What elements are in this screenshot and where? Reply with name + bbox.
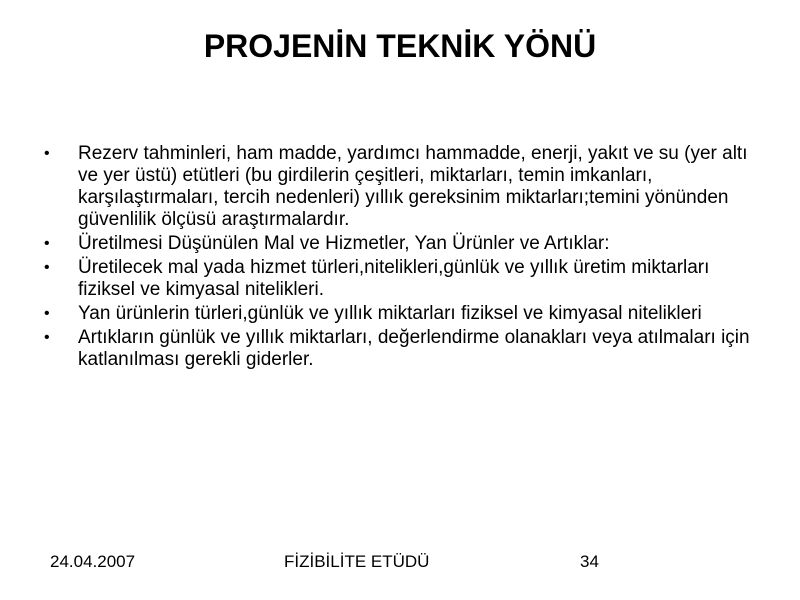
bullet-item-1 — [40, 143, 760, 231]
bullet-icon: • — [44, 259, 50, 276]
bullet-item-5 — [40, 327, 760, 371]
bullet-text: Üretilecek mal yada hizmet türleri,nitelikleri,günlük ve yıllık üretim miktarları fiziksel ve kimyasal nitelikleri. — [78, 257, 710, 300]
bullet-list — [40, 143, 760, 373]
footer-date: 24.04.2007 — [50, 552, 136, 571]
bullet-icon: • — [44, 305, 50, 322]
bullet-item-4 — [40, 303, 760, 325]
bullet-icon: • — [44, 235, 50, 252]
bullet-item-3 — [40, 257, 760, 301]
bullet-text: Yan ürünlerin türleri,günlük ve yıllık miktarları fiziksel ve kimyasal nitelikleri — [78, 303, 702, 324]
bullet-text: Artıkların günlük ve yıllık miktarları, değerlendirme olanakları veya atılmaları için katlanılması gerekli giderler. — [78, 327, 750, 370]
bullet-text: Üretilmesi Düşünülen Mal ve Hizmetler, Yan Ürünler ve Artıklar: — [78, 233, 610, 254]
footer-title: FİZİBİLİTE ETÜDÜ — [284, 552, 430, 571]
bullet-icon: • — [44, 329, 50, 346]
footer-page-number: 34 — [580, 552, 599, 571]
bullet-text: Rezerv tahminleri, ham madde, yardımcı hammadde, enerji, yakıt ve su (yer altı ve yer üstü) etütleri (bu girdilerin çeşitleri, miktarları, temin imkanları, karşılaştırmaları, tercih nedenleri) yıllık gereksinim miktarları;temini yönünden güvenlilik ölçüsü araştırmalardır. — [78, 143, 748, 230]
bullet-item-2 — [40, 233, 760, 255]
slide-title: PROJENİN TEKNİK YÖNÜ — [203, 28, 597, 64]
bullet-icon: • — [44, 145, 50, 162]
